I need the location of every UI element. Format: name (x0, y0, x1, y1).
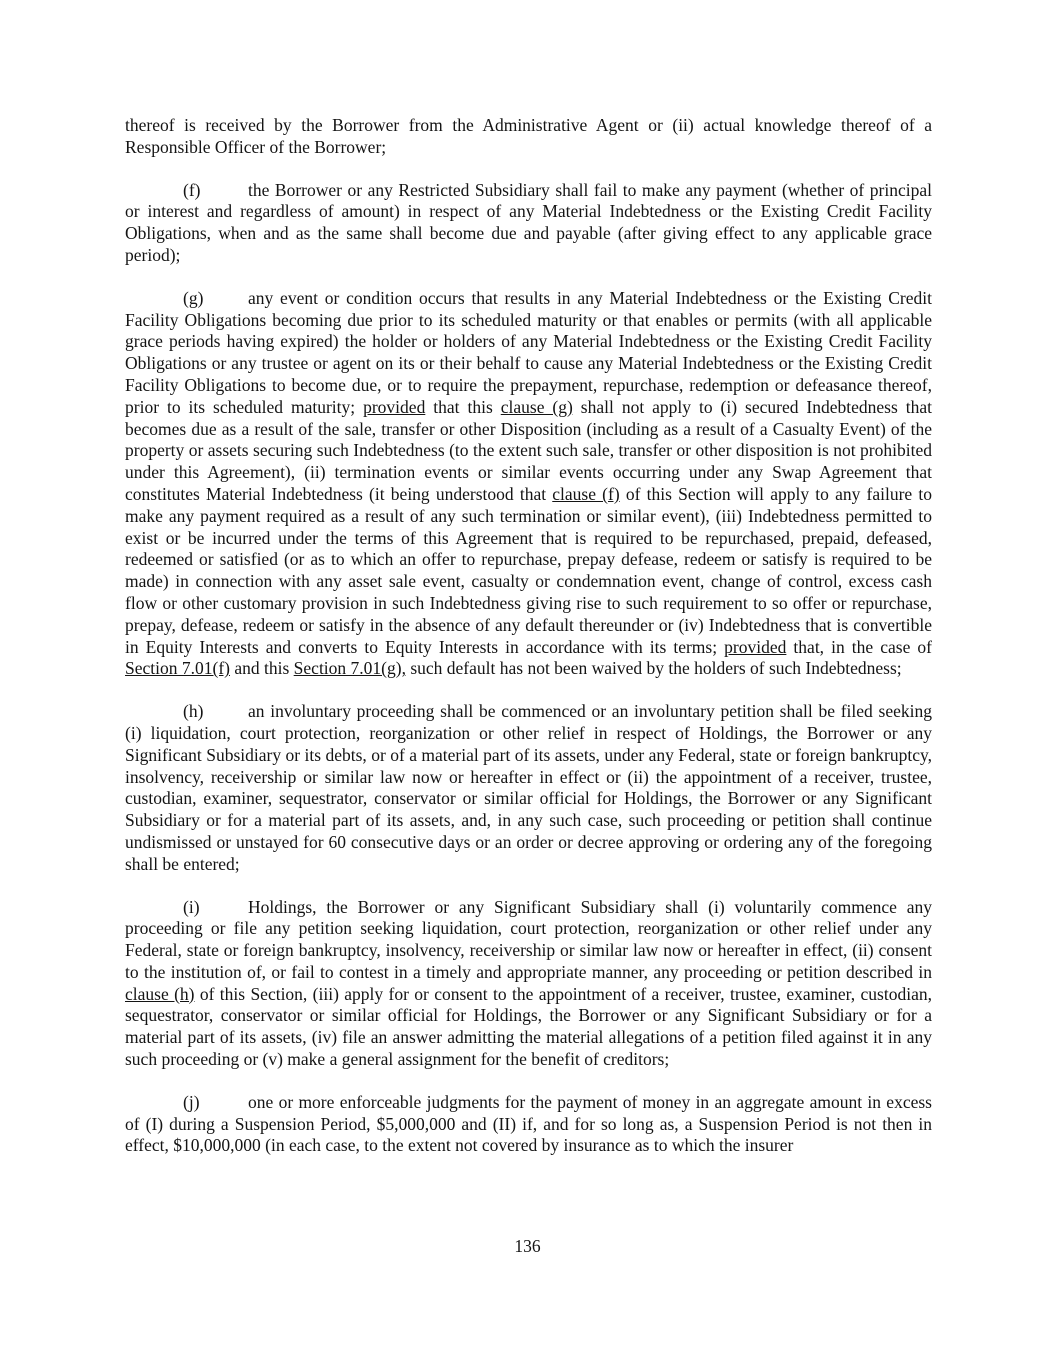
underlined-reference: Section 7.01(f) (125, 658, 230, 679)
text-run: shall not apply to (i) secured Indebtedness that becomes due as a result of the sale, transfer or other Disposition (including as a result of a Casualty Event) of the property or assets securing such Indebtedness (to the extent such sale, transfer or other disposition is not prohibited under this Agreement), (ii) termination events or similar events occurring under any Swap Agreement that constitutes Material Indebtedness (it being understood that (125, 396, 933, 504)
underlined-reference: provided (363, 396, 426, 417)
underlined-reference: Section 7.01(g), (293, 658, 406, 679)
paragraph-text (125, 288, 932, 679)
clause-marker: (f) (183, 179, 201, 200)
clause-marker: (i) (183, 896, 200, 917)
paragraph-clause-f (125, 180, 932, 267)
paragraph-clause-h (125, 701, 932, 875)
page-number: 136 (514, 1236, 541, 1256)
underlined-reference: clause (h) (125, 983, 195, 1004)
text-run: any event or condition occurs that results in any Material Indebtedness or the Existing Credit Facility Obligations becoming due prior to its scheduled maturity or that enables or permits (with all applicable grace periods having expired) the holder or holders of any Material Indebtedness or the Existing Credit Facility Obligations or any trustee or agent on its or their behalf to cause any Material Indebtedness or the Existing Credit Facility Obligations to become due, or to require the prepayment, repurchase, redemption or defeasance thereof, prior to its scheduled maturity; (125, 287, 932, 417)
text-run: one or more enforceable judgments for the payment of money in an aggregate amount in excess of (I) during a Suspension Period, $5,000,000 and (II) if, and for so long as, a Suspension Period is not then in effect, $10,000,000 (in each case, to the extent not covered by insurance as to which the insurer (125, 1091, 932, 1156)
underlined-reference: clause (f) (552, 483, 620, 504)
text-run: and this (229, 658, 294, 679)
text-run: that, in the case of (786, 636, 932, 657)
paragraph-clause-j (125, 1092, 932, 1157)
text-run: of this Section will apply to any failure to make any payment required as a result of any such termination or similar event), (iii) Indebtedness permitted to exist or be incurred under the terms of this Agreement that is required to be repurchased, prepaid, defeased, redeemed or satisfied (or as to which an offer to repurchase, prepay defease, redeem or satisfy is required to be made) in connection with any asset sale event, casualty or condemnation event, change of control, excess cash flow or other customary provision in such Indebtedness giving rise to such requirement to so offer or repurchase, prepay, defease, redeem or satisfy in the absence of any default thereunder or (iv) Indebtedness that is convertible in Equity Interests and converts to Equity Interests in accordance with its terms; (125, 483, 932, 657)
paragraph-text (125, 701, 932, 874)
text-run: that this (425, 396, 501, 417)
text-run: Holdings, the Borrower or any Significant Subsidiary shall (i) voluntarily commence any proceeding or file any petition seeking liquidation, court protection, reorganization or other relief under any Federal, state or foreign bankruptcy, insolvency, receivership or similar law now or hereafter in effect, (ii) consent to the institution of, or fail to contest in a timely and appropriate manner, any proceeding or petition described in (125, 896, 932, 982)
paragraph-clause-i (125, 897, 932, 1071)
underlined-reference: clause (g) (500, 396, 573, 417)
paragraph-text (125, 897, 932, 1070)
text-run: of this Section, (iii) apply for or consent to the appointment of a receiver, trustee, examiner, custodian, sequestrator, conservator or similar official for Holdings, the Borrower or any Significant Subsidiary or for a material part of its assets, (iv) file an answer admitting the material allegations of a petition filed against it in any such proceeding or (v) make a general assignment for the benefit of creditors; (125, 983, 932, 1070)
text-run: an involuntary proceeding shall be commenced or an involuntary petition shall be filed seeking (i) liquidation, court protection, reorganization or other relief in respect of Holdings, the Borrower or any Significant Subsidiary or its debts, or of a material part of its assets, under any Federal, state or foreign bankruptcy, insolvency, receivership or similar law now or hereafter in effect or (ii) the appointment of a receiver, trustee, custodian, examiner, sequestrator, conservator or similar official for Holdings, the Borrower or any Significant Subsidiary or for a material part of its assets, and, in any such case, such proceeding or petition shall continue undismissed or unstayed for 60 consecutive days or an order or decree approving or ordering any of the foregoing shall be entered; (125, 701, 932, 874)
paragraph-clause-g (125, 288, 932, 680)
clause-marker: (h) (183, 701, 204, 722)
text-run: the Borrower or any Restricted Subsidiary shall fail to make any payment (whether of principal or interest and regardless of amount) in respect of any Material Indebtedness or the Existing Credit Facility Obligations, when and as the same shall become due and payable (after giving effect to any applicable grace period); (125, 179, 932, 265)
clause-marker: (g) (183, 287, 204, 308)
text-run: such default has not been waived by the holders of such Indebtedness; (405, 658, 902, 679)
paragraph-text (125, 115, 932, 157)
underlined-reference: provided (724, 636, 787, 657)
paragraph-continuation (125, 115, 932, 159)
text-run: thereof is received by the Borrower from the Administrative Agent or (ii) actual knowledge thereof of a Responsible Officer of the Borrower; (125, 115, 932, 157)
clause-marker: (j) (183, 1091, 200, 1112)
